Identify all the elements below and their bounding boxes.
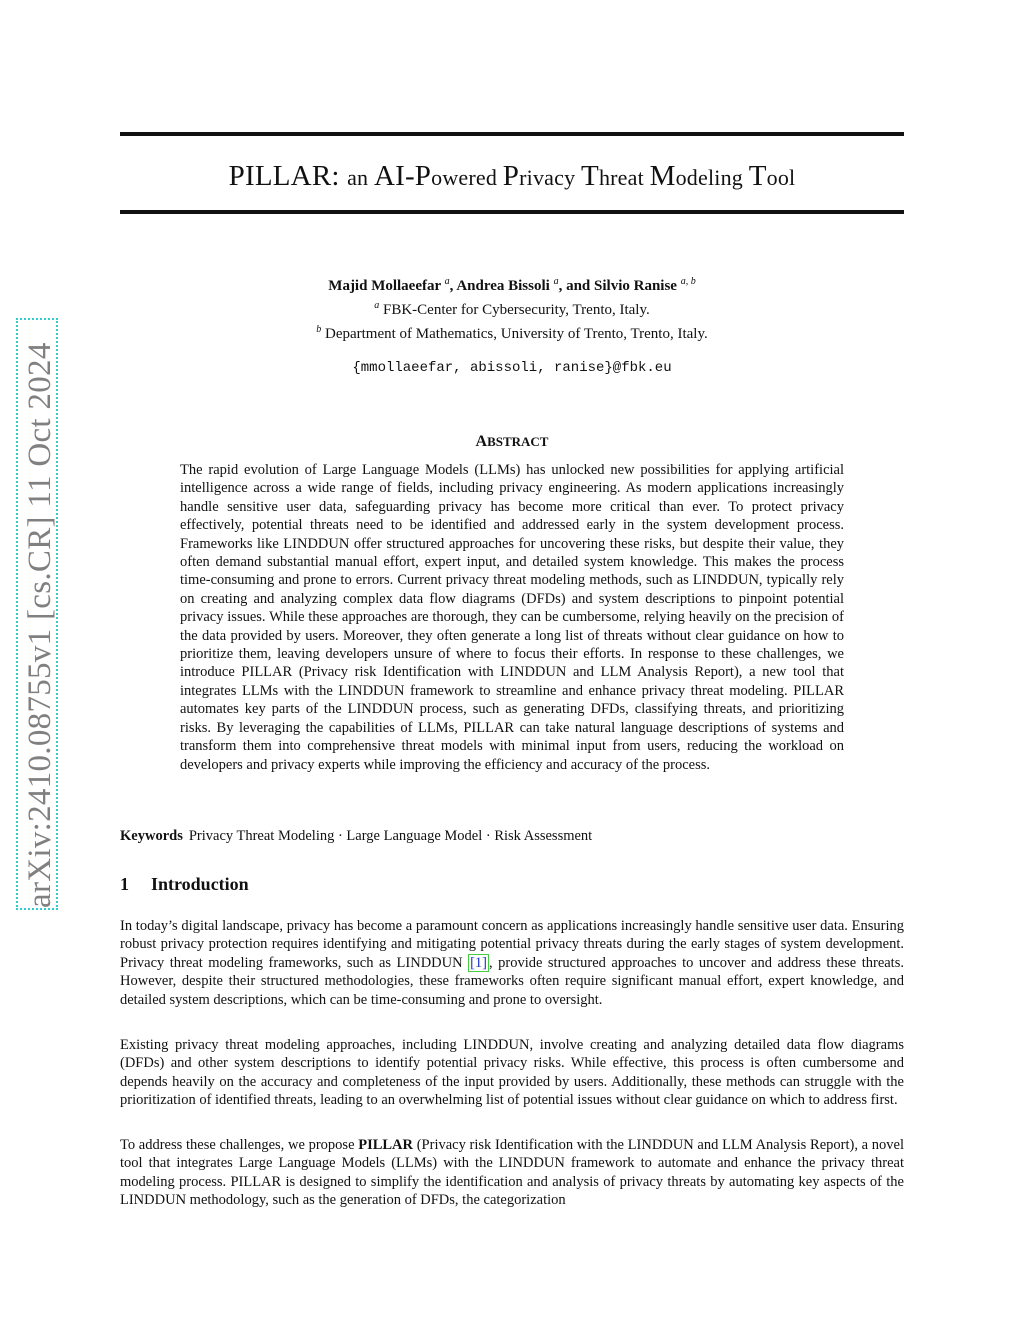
keywords-label-initial: K bbox=[120, 828, 132, 844]
abstract-heading-rest: BSTRACT bbox=[487, 434, 549, 449]
paragraph: Existing privacy threat modeling approaches, including LINDDUN, involve creating and analyzing detailed data flow diagrams (DFDs) and other system descriptions to identify potential privacy risks. While effective, this process is often cumbersome and depends heavily on the accuracy and completeness of the input provided by users. Additionally, these methods can struggle with the prioritization of identified threats, leading to an overwhelming list of potential issues without clear guidance on which to address first. bbox=[120, 1037, 904, 1109]
title-part: PILLAR: bbox=[228, 160, 348, 192]
paragraph bbox=[120, 917, 904, 1009]
title-part: P bbox=[502, 160, 520, 192]
title-part: M bbox=[649, 160, 676, 192]
section-number: 1 bbox=[120, 874, 129, 894]
affil-mark: a bbox=[374, 300, 380, 311]
paragraph bbox=[120, 1136, 904, 1210]
title-part: odeling bbox=[675, 165, 749, 190]
title-part: T bbox=[581, 160, 599, 192]
keywords-text: Privacy Threat Modeling · Large Language Model · Risk Assessment bbox=[188, 828, 593, 844]
title-part: owered bbox=[431, 165, 503, 190]
author-affil-mark: a bbox=[444, 276, 450, 287]
paper-title bbox=[120, 160, 904, 193]
keywords-label-rest: eywords bbox=[131, 828, 183, 844]
author-block bbox=[120, 272, 904, 378]
abstract-heading-initial: A bbox=[475, 433, 488, 450]
paragraph-text: (Privacy risk Identification with the LINDDUN and LLM Analysis Report), a novel tool that integrates Large Language Models (LLMs) with the LINDDUN framework to automate and enhance the privacy threat modeling process. PILLAR is designed to simplify the identification and analysis of privacy threats by automating key aspects of the LINDDUN methodology, such as the generation of DFDs, the categorization bbox=[120, 1137, 904, 1209]
title-part: an bbox=[347, 165, 374, 190]
affiliation-text: Department of Mathematics, University of Trento, Trento, Italy. bbox=[321, 326, 708, 342]
section-title: Introduction bbox=[151, 874, 249, 894]
author-email: {mmollaeefar, abissoli, ranise}@fbk.eu bbox=[352, 360, 672, 376]
author-affil-mark: a bbox=[553, 276, 559, 287]
section-heading bbox=[120, 874, 249, 895]
affil-mark: b bbox=[316, 324, 322, 335]
title-part: ool bbox=[766, 165, 796, 190]
author-list bbox=[120, 272, 904, 296]
keywords-label bbox=[120, 828, 183, 844]
title-part: AI-P bbox=[373, 160, 432, 192]
paragraph-text: , provide structured approaches to uncover and address these threats. However, despite their structured methodologies, these frameworks often require significant manual effort, expert knowledge, and detailed system descriptions, which can be time-consuming and prone to oversight. bbox=[120, 954, 904, 1008]
author-affil-mark: a, b bbox=[680, 276, 696, 287]
author-name: Silvio Ranise bbox=[594, 278, 677, 294]
author-separator: , bbox=[449, 278, 457, 294]
keywords bbox=[120, 828, 904, 845]
affiliation bbox=[120, 320, 904, 344]
author-name: Andrea Bissoli bbox=[456, 278, 550, 294]
abstract-heading bbox=[120, 433, 904, 451]
paragraph-text: In today’s digital landscape, privacy has become a paramount concern as applications increasingly handle sensitive user data. Ensuring robust privacy protection requires identifying and mitigating potential privacy threats during the early stages of system development. Privacy threat modeling frameworks, such as LINDDUN bbox=[120, 918, 904, 971]
citation-link[interactable]: [1] bbox=[470, 954, 487, 971]
arxiv-identifier: arXiv:2410.08755v1 [cs.CR] 11 Oct 2024 bbox=[22, 342, 58, 908]
title-part: T bbox=[748, 160, 767, 192]
author-separator: , and bbox=[558, 278, 595, 294]
tool-name: PILLAR bbox=[358, 1137, 414, 1153]
paragraph-text: To address these challenges, we propose bbox=[120, 1137, 359, 1153]
abstract-body: The rapid evolution of Large Language Models (LLMs) has unlocked new possibilities for applying artificial intelligence across a wide range of fields, including privacy engineering. As modern applications increasingly handle sensitive user data, safeguarding privacy has become more critical than ever. To protect privacy effectively, potential threats need to be identified and addressed early in the system development process. Frameworks like LINDDUN offer structured approaches for uncovering these risks, but despite their value, they often demand substantial manual effort, expert input, and detailed system knowledge. This makes the process time-consuming and prone to errors. Current privacy threat modeling methods, such as LINDDUN, typically rely on creating and analyzing complex data flow diagrams (DFDs) and system descriptions to pinpoint potential privacy issues. While these approaches are thorough, they can be cumbersome, relying heavily on the precision of the data provided by users. Moreover, they often generate a long list of threats without clear guidance on how to prioritize them, leaving developers unsure of where to focus their efforts. In response to these challenges, we introduce PILLAR (Privacy risk Identification with LINDDUN and LLM Analysis Report), a new tool that integrates LLMs with the LINDDUN framework to streamline and enhance privacy threat modeling. PILLAR automates key parts of the LINDDUN process, such as generating DFDs, classifying threats, and prioritizing risks. By leveraging the capabilities of LLMs, PILLAR can take natural language descriptions of systems and transform them into comprehensive threat models with minimal input from users, reducing the workload on developers and privacy experts while improving the efficiency and accuracy of the process. bbox=[180, 462, 844, 773]
title-part: hreat bbox=[598, 165, 650, 190]
title-rule-top bbox=[120, 132, 904, 136]
title-part: rivacy bbox=[519, 165, 582, 190]
title-rule-bottom bbox=[120, 210, 904, 214]
affiliation-text: FBK-Center for Cybersecurity, Trento, Italy. bbox=[379, 302, 650, 318]
author-name: Majid Mollaeefar bbox=[328, 278, 441, 294]
affiliation bbox=[120, 296, 904, 320]
